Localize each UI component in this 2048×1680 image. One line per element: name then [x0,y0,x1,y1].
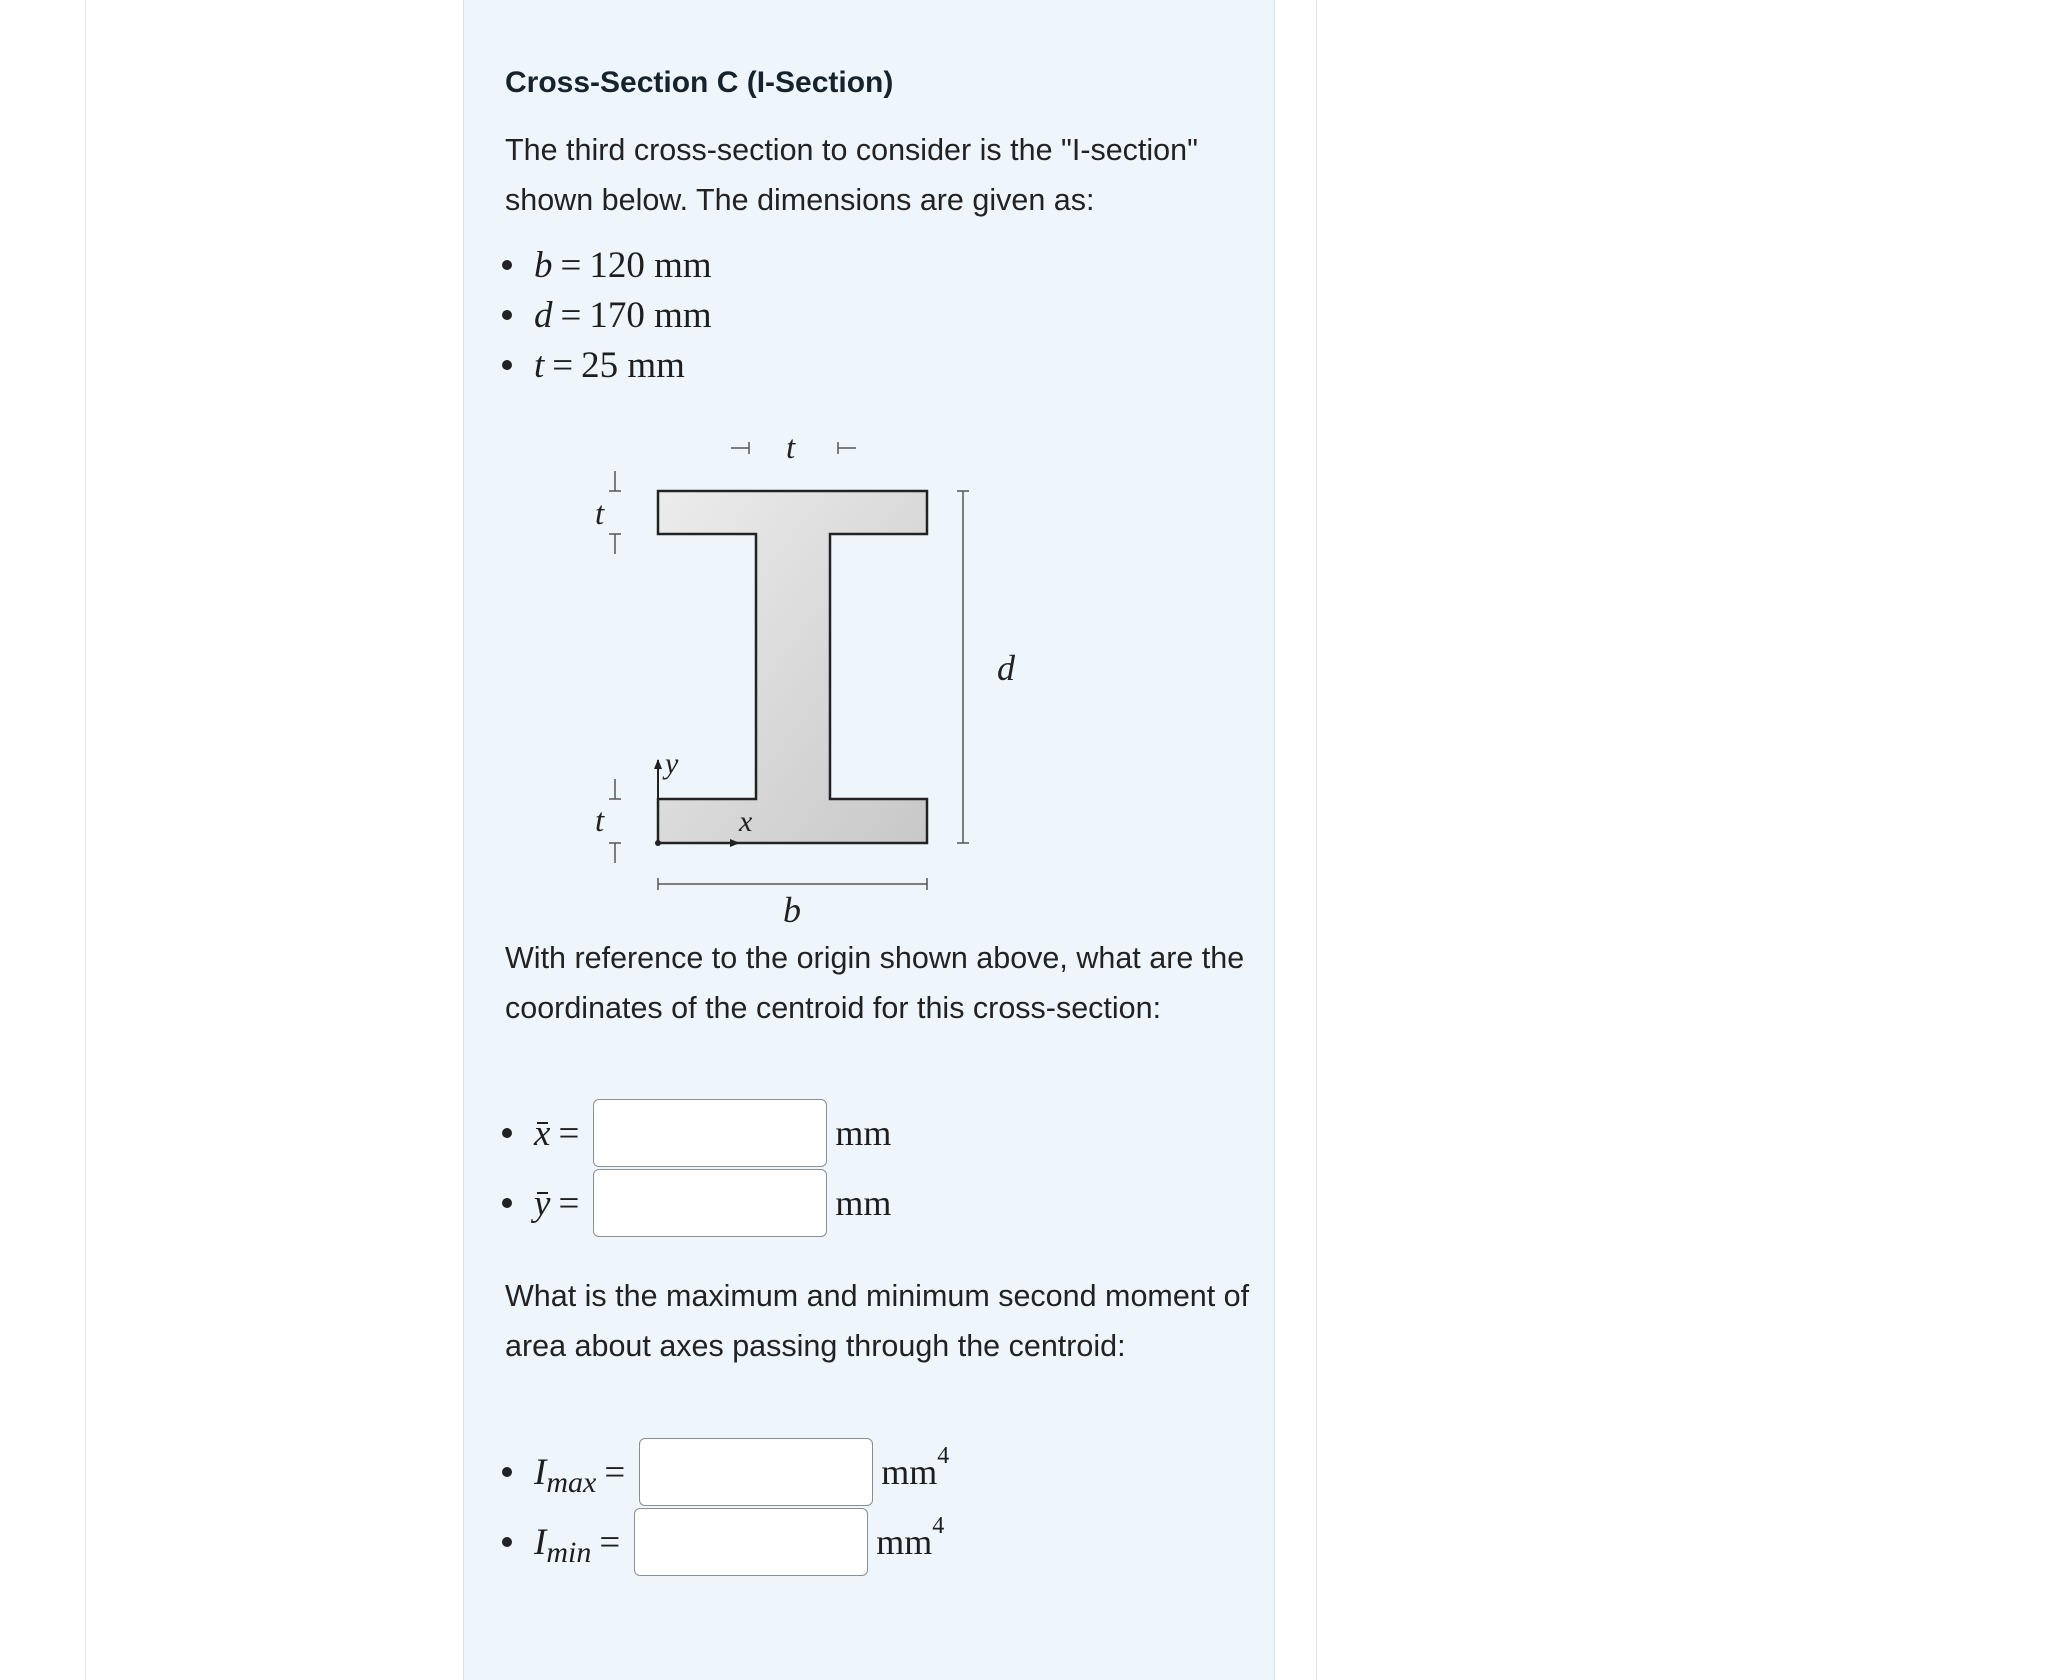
y-bar-symbol: y [534,1182,551,1224]
centroid-x-input[interactable] [593,1099,827,1167]
imax-row [502,1437,949,1507]
imin-symbol: I [534,1521,547,1563]
second-moment-question: What is the maximum and minimum second moment of area about axes passing through the centroid: [505,1279,1250,1363]
imin-row [502,1507,944,1577]
dim-equals: = [560,294,582,336]
y-bar-equals: = [558,1182,580,1224]
imin-subscript: min [546,1535,592,1569]
x-bar-equals: = [558,1112,580,1154]
centroid-x-row [502,1098,891,1168]
axis-label-y: y [665,747,679,780]
dim-value: 25 [581,344,619,386]
bullet [502,1467,512,1477]
imin-unit-exponent: 4 [932,1513,945,1539]
imin-equals: = [599,1521,621,1563]
bullet [502,1128,512,1138]
imax-unit [881,1443,950,1493]
bullet [502,1198,512,1208]
dim-value: 120 [589,244,645,286]
i-section-diagram [559,420,1119,940]
centroid-x-unit: mm [835,1113,892,1153]
centroid-question: With reference to the origin shown above, what are the coordinates of the centroid for this cross-section: [505,941,1245,1025]
bullet [502,310,512,320]
imax-unit-base: mm [881,1452,938,1492]
depth-dimension [957,491,969,843]
dim-unit: mm [654,294,712,336]
imax-subscript: max [546,1465,597,1499]
bottom-flange-thickness-dimension [609,779,621,863]
label-d: d [997,648,1015,688]
dim-unit: mm [627,344,685,386]
label-t-top: t [595,496,605,532]
centroid-y-row [502,1168,891,1238]
bullet [502,360,512,370]
dim-equals: = [560,244,582,286]
imin-unit-base: mm [876,1522,933,1562]
centroid-y-unit: mm [835,1183,892,1223]
question-card [463,0,1275,1680]
dim-symbol: b [534,244,553,286]
label-b: b [783,890,801,930]
dim-symbol: d [534,294,553,336]
axis-label-x: x [739,805,753,838]
dim-value: 170 [589,294,645,336]
dim-symbol: t [534,344,545,386]
label-t-web: t [786,430,796,466]
imax-equals: = [604,1451,626,1493]
imax-input[interactable] [639,1438,873,1506]
i-section-shape [658,491,927,843]
dimension-item-d [502,293,712,337]
bullet [502,260,512,270]
intro-text: The third cross-section to consider is the "I-section" shown below. The dimensions are given as: [505,133,1198,217]
top-flange-thickness-dimension [609,471,621,554]
label-t-bottom: t [595,803,605,839]
centroid-y-input[interactable] [593,1169,827,1237]
imax-symbol: I [534,1451,547,1493]
dim-unit: mm [654,244,712,286]
dim-equals: = [552,344,574,386]
width-dimension [658,878,927,890]
x-bar-symbol: x [534,1112,551,1154]
dimension-item-b [502,243,712,287]
bullet [502,1537,512,1547]
imax-unit-exponent: 4 [937,1443,950,1469]
imin-input[interactable] [634,1508,868,1576]
imin-unit [876,1513,945,1563]
dimension-item-t [502,343,685,387]
section-title: Cross-Section C (I-Section) [505,66,894,99]
